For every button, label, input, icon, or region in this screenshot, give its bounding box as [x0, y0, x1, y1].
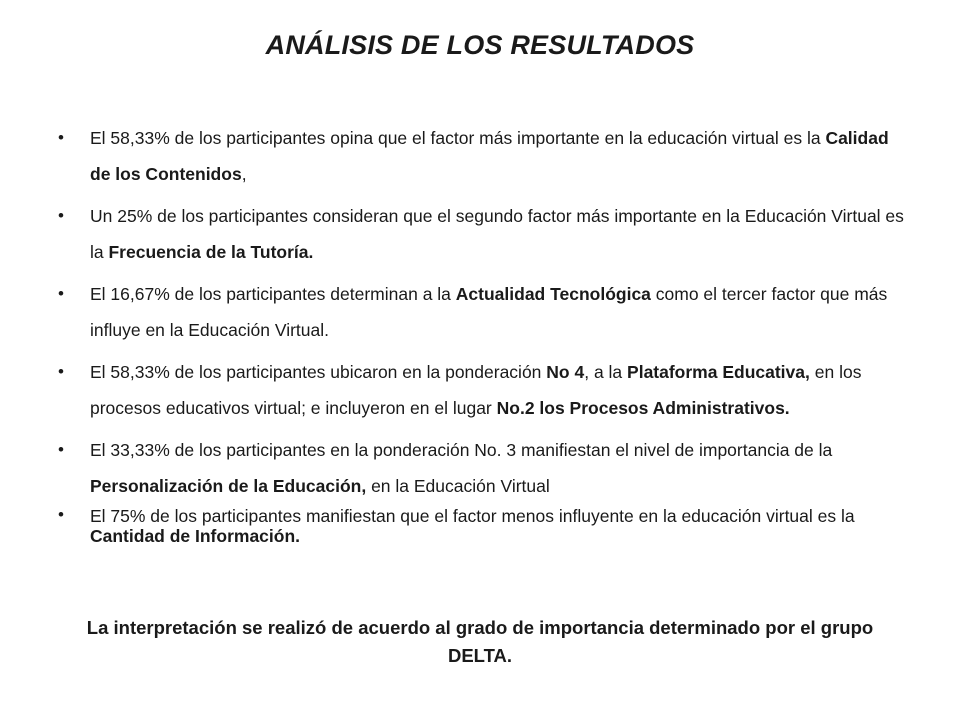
- bullet-bold-text: No.2 los Procesos Administrativos.: [496, 398, 790, 418]
- bullet-bold-text: Personalización de la Educación,: [90, 476, 367, 496]
- bullet-text: El 75% de los participantes manifiestan que el factor menos influyente en la educación virtual es la: [90, 506, 855, 526]
- bullet-text: como el tercer factor que más influye en la Educación Virtual.: [90, 284, 888, 340]
- list-item: [58, 276, 908, 348]
- bullet-text: El 58,33% de los participantes ubicaron en la ponderación: [90, 362, 547, 382]
- bullet-bold-text: Calidad de los Contenidos: [90, 128, 889, 184]
- bullet-bold-text: Cantidad de Información.: [90, 526, 301, 546]
- bullet-bold-text: Plataforma Educativa,: [627, 362, 810, 382]
- bullet-text: ,: [241, 164, 247, 184]
- list-item: [58, 120, 908, 192]
- list-item: [58, 198, 908, 270]
- bullet-text: Un 25% de los participantes consideran que el segundo factor más importante en la Educación Virtual es la: [90, 206, 904, 262]
- bullet-bold-text: Frecuencia de la Tutoría.: [108, 242, 314, 262]
- list-item: [58, 506, 908, 546]
- list-item: [58, 432, 908, 504]
- slide-title: ANÁLISIS DE LOS RESULTADOS: [265, 30, 695, 60]
- bullet-text: El 16,67% de los participantes determinan a la: [90, 284, 456, 304]
- list-item: [58, 354, 908, 426]
- bullet-bold-text: Actualidad Tecnológica: [455, 284, 651, 304]
- bullet-text: El 33,33% de los participantes en la ponderación No. 3 manifiestan el nivel de importancia de la: [90, 440, 833, 460]
- closing-statement: La interpretación se realizó de acuerdo al grado de importancia determinado por el grupo DELTA.: [86, 617, 874, 666]
- results-list: [58, 120, 908, 546]
- bullet-text: , a la: [584, 362, 628, 382]
- bullet-bold-text: No 4: [546, 362, 585, 382]
- bullet-text: en la Educación Virtual: [366, 476, 550, 496]
- bullet-text: El 58,33% de los participantes opina que el factor más importante en la educación virtual es la: [90, 128, 826, 148]
- bullet-text: en los procesos educativos virtual; e incluyeron en el lugar: [90, 362, 862, 418]
